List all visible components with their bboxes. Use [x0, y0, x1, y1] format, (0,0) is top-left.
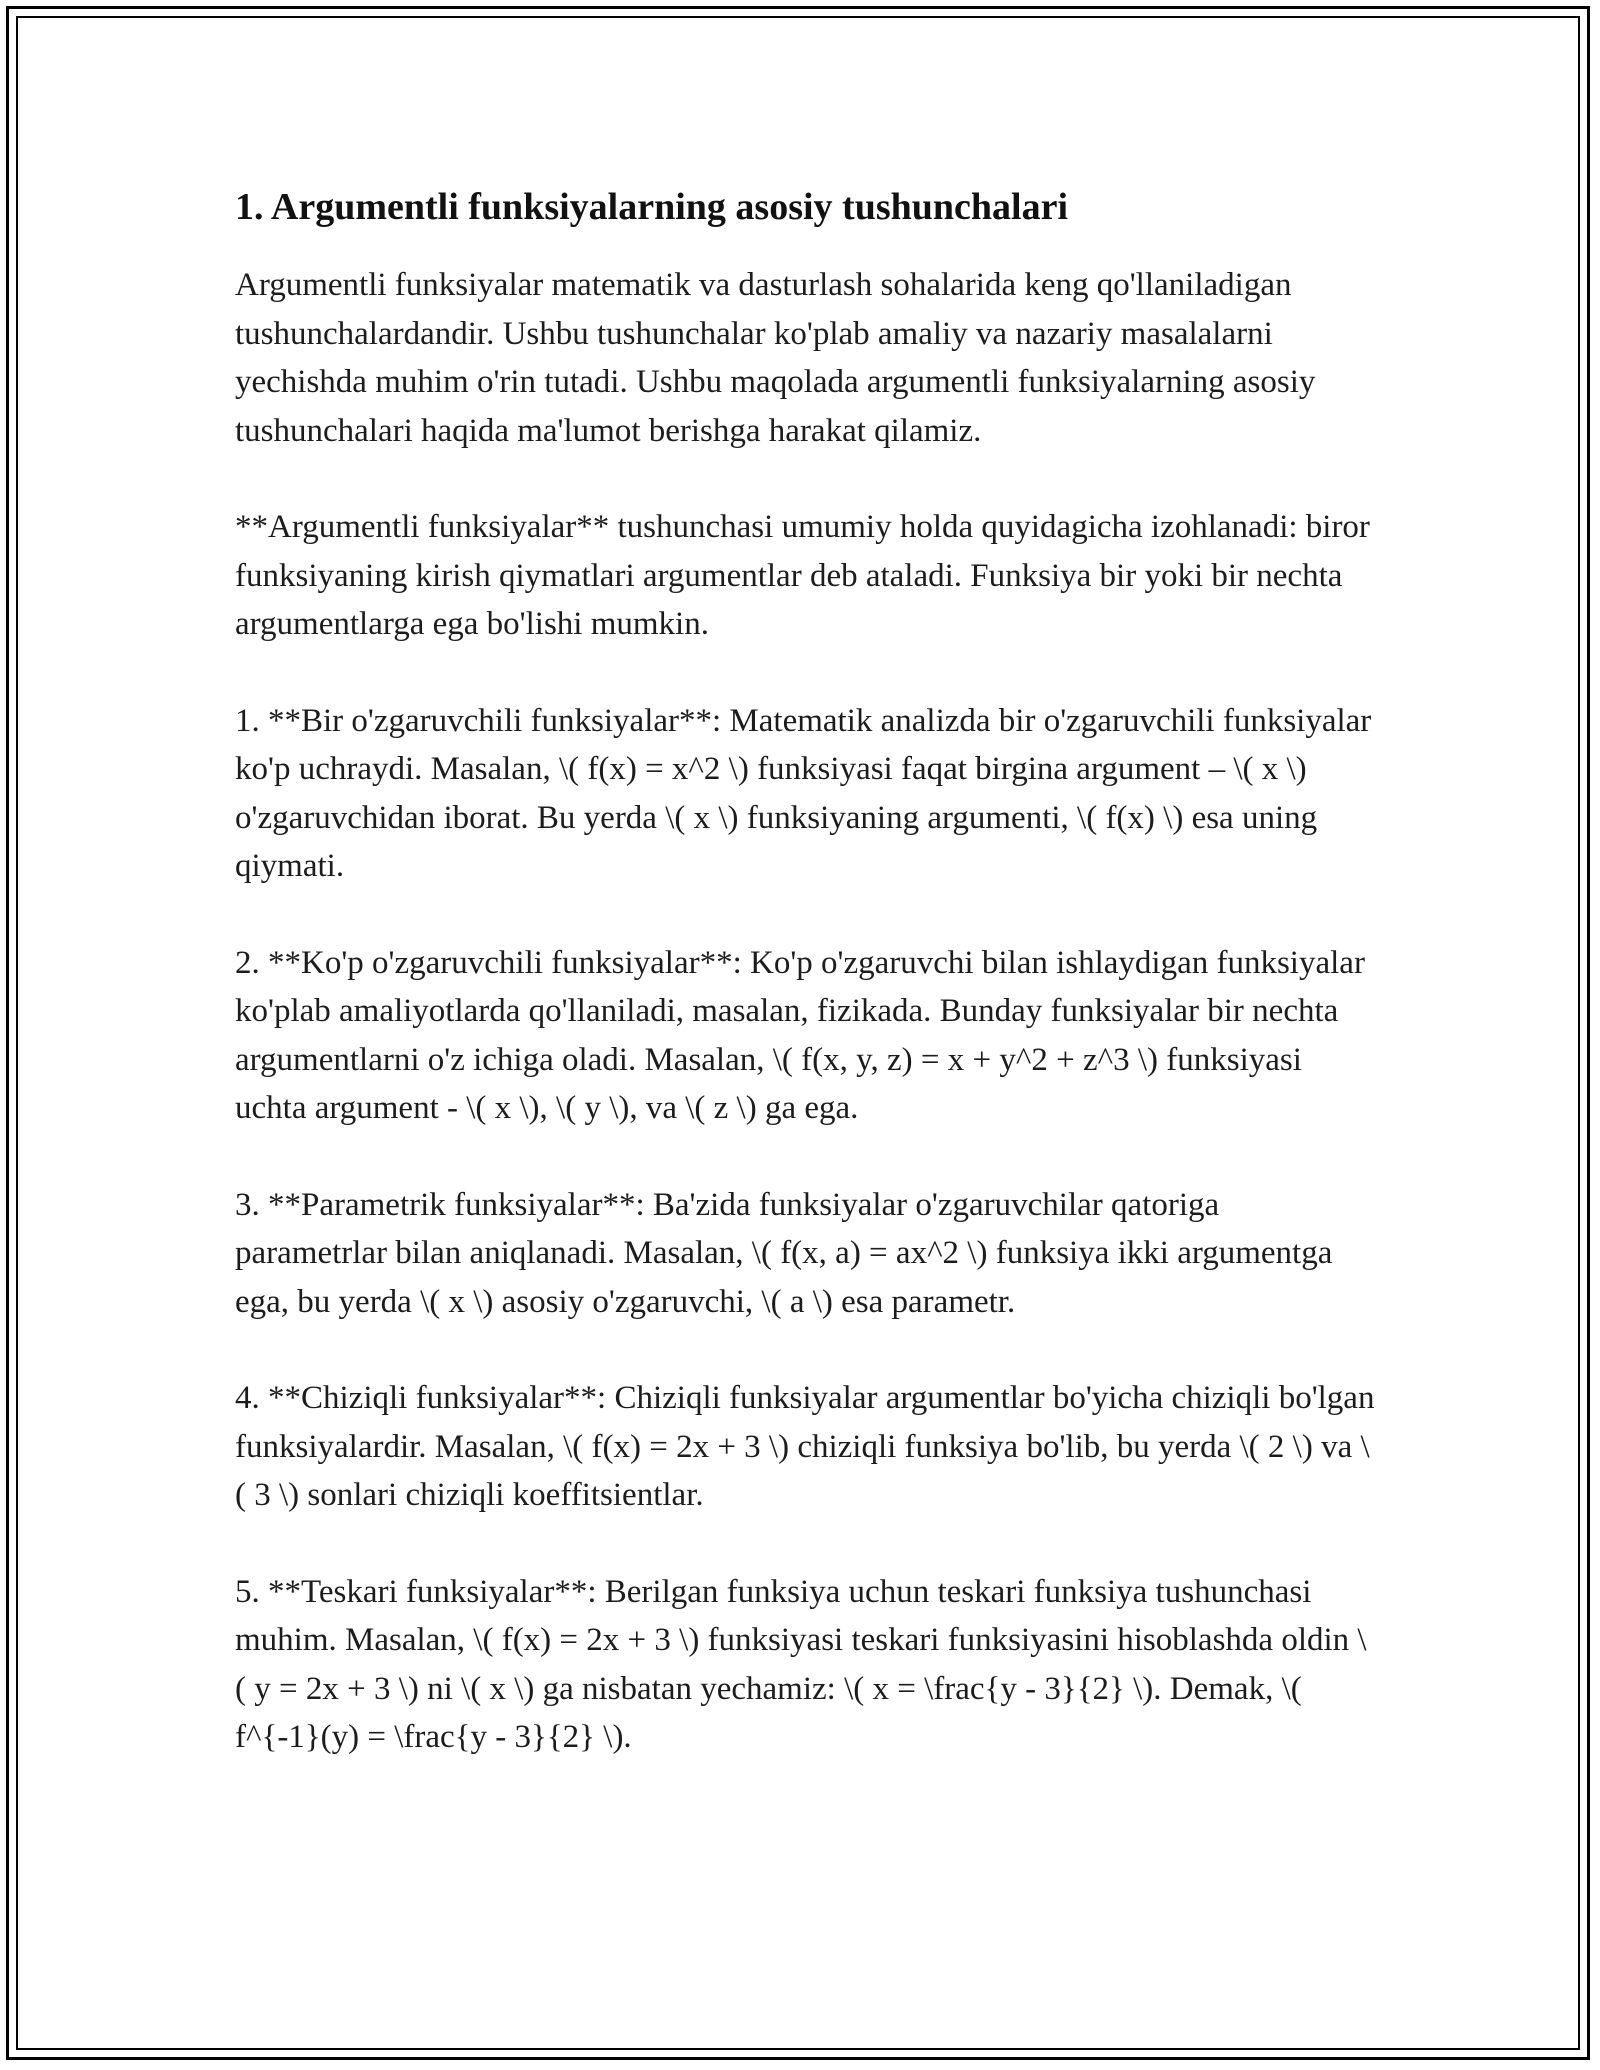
document-body	[235, 183, 1375, 1810]
paragraph-item-4: 4. **Chiziqli funksiyalar**: Chiziqli funksiyalar argumentlar bo'yicha chiziqli bo'lgan funksiyalardir. Masalan, \( f(x) = 2x + 3 \) chiziqli funksiya bo'lib, bu yerda \( 2 \) va \( 3 \) sonlari chiziqli koeffitsientlar.	[235, 1380, 1375, 1513]
paragraph-item-3: 3. **Parametrik funksiyalar**: Ba'zida funksiyalar o'zgaruvchilar qatoriga parametrlar bilan aniqlanadi. Masalan, \( f(x, a) = ax^2 \) funksiya ikki argumentga ega, bu yerda \( x \) asosiy o'zgaruvchi, \( a \) esa parametr.	[235, 1186, 1333, 1320]
paragraph-item-1: 1. **Bir o'zgaruvchili funksiyalar**: Matematik analizda bir o'zgaruvchili funksiyalar ko'p uchraydi. Masalan, \( f(x) = x^2 \) funksiyasi faqat birgina argument – \( x \) o'zgaruvchidan iborat. Bu yerda \( x \) funksiyaning argumenti, \( f(x) \) esa uning qiymati.	[235, 702, 1372, 884]
paragraph-definition: **Argumentli funksiyalar** tushunchasi umumiy holda quyidagicha izohlanadi: biror funksiyaning kirish qiymatlari argumentlar deb ataladi. Funksiya bir yoki bir nechta argumentlarga ega bo'lishi mumkin.	[235, 509, 1370, 642]
paragraph-item-2: 2. **Ko'p o'zgaruvchili funksiyalar**: Ko'p o'zgaruvchi bilan ishlaydigan funksiyalar ko'plab amaliyotlarda qo'llaniladi, masalan, fizikada. Bunday funksiyalar bir nechta argumentlarni o'z ichiga oladi. Masalan, \( f(x, y, z) = x + y^2 + z^3 \) funksiyasi uchta argument - \( x \), \( y \), va \( z \) ga ega.	[235, 944, 1365, 1126]
section-title: 1. Argumentli funksiyalarning asosiy tushunchalari	[235, 186, 1069, 228]
paragraph-item-5: 5. **Teskari funksiyalar**: Berilgan funksiya uchun teskari funksiya tushunchasi muhim. Masalan, \( f(x) = 2x + 3 \) funksiyasi teskari funksiyasini hisoblashda oldin \( y = 2x + 3 \) ni \( x \) ga nisbatan yechamiz: \( x = \frac{y - 3}{2} \). Demak, \( f^{-1}(y) = \frac{y - 3}{2} \).	[235, 1573, 1367, 1755]
paragraph-intro: Argumentli funksiyalar matematik va dasturlash sohalarida keng qo'llaniladigan tushunchalardandir. Ushbu tushunchalar ko'plab amaliy va nazariy masalalarni yechishda muhim o'rin tutadi. Ushbu maqolada argumentli funksiyalarning asosiy tushunchalari haqida ma'lumot berishga harakat qilamiz.	[235, 267, 1316, 449]
